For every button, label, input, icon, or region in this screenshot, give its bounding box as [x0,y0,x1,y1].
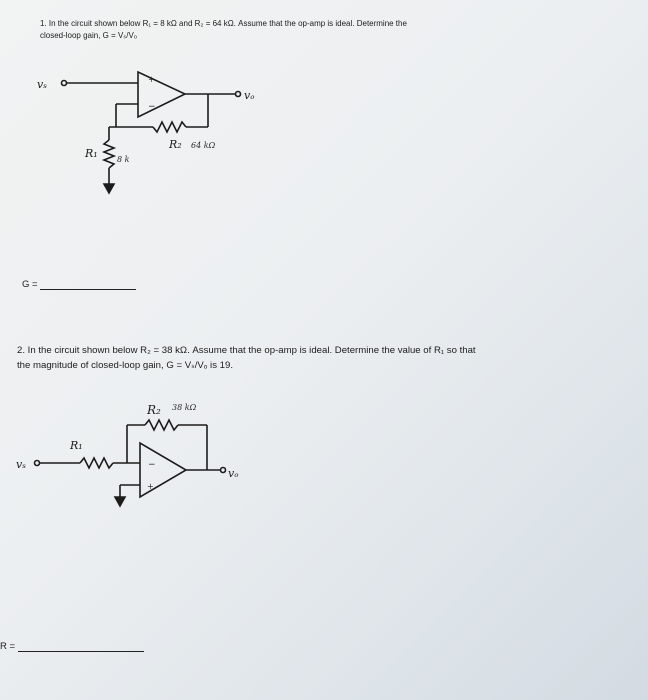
circuit-1-r2-resistor [153,122,186,132]
circuit-1-input-label: vₛ [37,78,47,91]
circuit-1-plus-sign: + [148,75,155,84]
circuit-1-ground [104,184,114,193]
circuit-2-r2-note: 38 kΩ [172,403,197,412]
circuit-2-ground [115,497,125,506]
circuit-2-output-label: vₒ [228,467,239,480]
answer-r-label: R = [0,641,16,652]
circuit-1-minus-sign: − [148,102,156,112]
circuit-1-r2-label: R₂ [169,138,182,151]
circuit-2-minus-sign: − [148,460,156,470]
circuit-1-r1-label: R₁ [85,147,98,160]
circuit-1-opamp [138,72,185,117]
question-1-line-1: 1. In the circuit shown below R₁ = 8 kΩ and R₂ = 64 kΩ. Assume that the op-amp is ideal. Determine the [40,18,407,28]
circuit-1-r1-resistor [104,140,114,168]
circuit-1-r1-note: 8 k [117,155,130,164]
circuit-1-output-label: vₒ [244,89,255,102]
circuit-2 [35,420,226,506]
circuit-2-r1-resistor [80,458,113,468]
circuit-1-output-terminal [236,92,241,97]
circuit-1 [62,72,241,193]
circuit-2-output-terminal [221,468,226,473]
circuit-2-plus-sign: + [147,482,154,491]
answer-g-label: G = [22,279,38,290]
question-2-line-2: the magnitude of closed-loop gain, G = Vₛ/Vₒ is 19. [17,360,233,371]
circuit-2-input-label: vₛ [16,458,26,471]
circuit-1-r2-note: 64 kΩ [191,141,216,150]
circuit-2-r1-label: R₁ [70,439,83,452]
circuit-2-input-terminal [35,461,40,466]
circuit-1-input-terminal [62,81,67,86]
circuit-2-r2-resistor [145,420,178,430]
question-2-line-1: 2. In the circuit shown below R₂ = 38 kΩ. Assume that the op-amp is ideal. Determine the value of R₁ so that [17,345,476,356]
circuit-2-r2-label: R₂ [147,403,161,417]
question-1-line-2: closed-loop gain, G = Vₛ/Vₒ [40,30,137,40]
